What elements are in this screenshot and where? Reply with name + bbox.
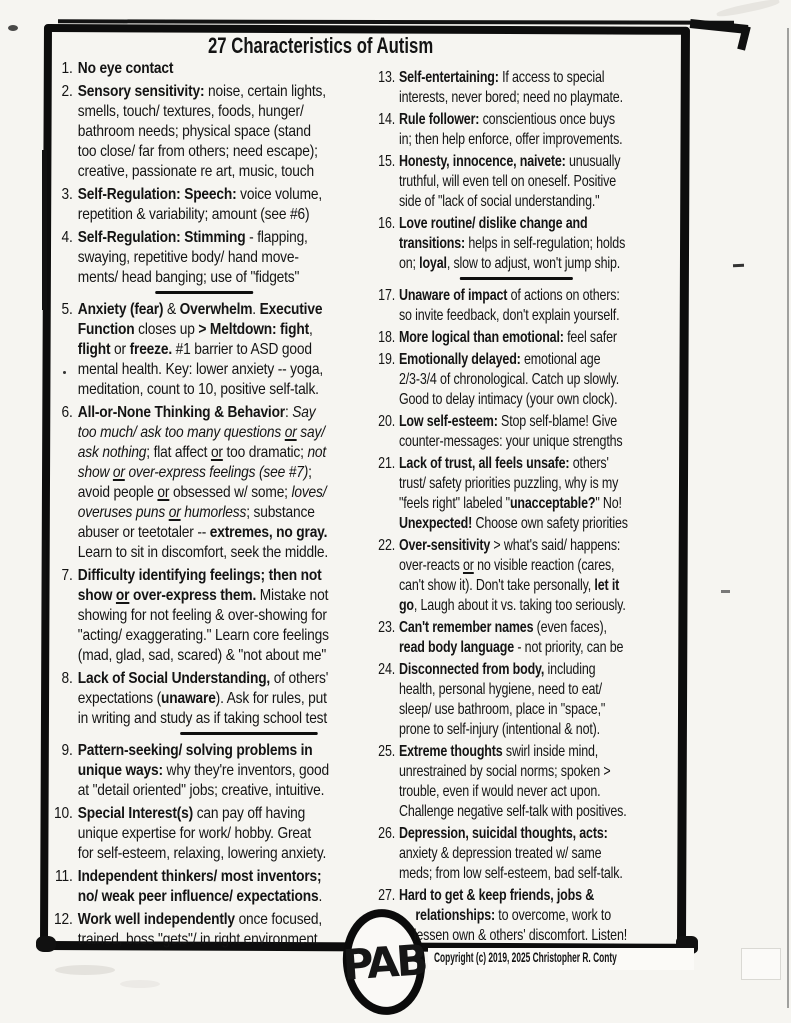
item-text: Self-Regulation: Speech: voice volume, repetition & variability; amount (see #6)	[77, 186, 323, 223]
item-text: No eye contact	[77, 60, 174, 77]
scan-artifact	[787, 28, 789, 1008]
item-number: 7.	[61, 567, 73, 584]
copyright-text: Copyright (c) 2019, 2025 Christopher R. Conty	[434, 950, 617, 965]
section-divider	[180, 732, 318, 735]
item-text: Honesty, innocence, naivete: unusually truthful, will even tell on oneself. Positive side of "lack of social understanding."	[398, 153, 621, 210]
item-text: Sensory sensitivity: noise, certain lights, smells, touch/ textures, foods, hunger/ bathroom needs; physical space (stand too close/ far from others; need escape); creative, passionate re art, music, touch	[77, 83, 326, 180]
scan-artifact	[721, 590, 730, 593]
list-item	[52, 185, 422, 225]
item-number: 15.	[378, 153, 396, 170]
list-item	[52, 867, 422, 907]
item-text: Rule follower: conscientious once buys in; then help enforce, offer improvements.	[398, 111, 623, 148]
item-number: 17.	[378, 287, 396, 304]
scan-artifact	[8, 25, 18, 31]
page-title: 27 Characteristics of Autism	[208, 33, 434, 58]
item-text: Depression, suicidal thoughts, acts: anxiety & depression treated w/ same meds; from low self-esteem, bad self-talk.	[398, 825, 623, 882]
item-number: 24.	[378, 661, 396, 678]
section-divider	[155, 291, 253, 294]
item-number: 5.	[61, 301, 73, 318]
item-text: Low self-esteem: Stop self-blame! Give counter-messages: your unique strengths	[398, 413, 623, 450]
item-number: 6.	[61, 404, 73, 421]
list-item	[374, 742, 702, 822]
item-number: 22.	[378, 537, 396, 554]
list-item	[374, 660, 702, 740]
column-left	[52, 59, 422, 953]
scan-artifact	[42, 540, 46, 620]
list-item	[374, 454, 702, 534]
list-item	[52, 741, 422, 801]
item-number: 19.	[378, 351, 396, 368]
list-item	[52, 669, 422, 729]
list-item	[374, 214, 702, 274]
item-number: 23.	[378, 619, 396, 636]
item-number: 26.	[378, 825, 396, 842]
item-number: 25.	[378, 743, 396, 760]
scan-artifact	[733, 264, 744, 267]
list-item	[374, 412, 702, 452]
item-number: 3.	[61, 186, 73, 203]
list-item	[52, 910, 422, 950]
item-text: Love routine/ dislike change and transitions: helps in self-regulation; holds on; loyal, slow to adjust, won't jump ship.	[398, 215, 626, 272]
item-number: 16.	[378, 215, 396, 232]
list-item	[52, 59, 422, 79]
list-item	[52, 228, 422, 288]
list-item	[52, 82, 422, 182]
list-item	[52, 300, 422, 400]
item-number: 12.	[54, 911, 73, 928]
scan-artifact	[741, 948, 781, 980]
list-item	[374, 886, 702, 946]
item-number: 9.	[61, 742, 73, 759]
section-divider	[460, 277, 573, 280]
scan-artifact	[690, 19, 749, 34]
item-number: 13.	[378, 69, 396, 86]
column-right	[374, 68, 702, 948]
item-number: 27.	[378, 887, 396, 904]
item-number: 10.	[54, 805, 73, 822]
item-number: 1.	[61, 60, 73, 77]
scan-artifact	[120, 980, 160, 988]
item-text: Extreme thoughts swirl inside mind, unrestrained by social norms; spoken > trouble, even if would never act upon. Challenge negative self-talk with positives.	[398, 743, 627, 820]
item-number: 11.	[55, 868, 73, 885]
scan-artifact	[55, 965, 115, 975]
list-item	[374, 350, 702, 410]
item-text: Hard to get & keep friends, jobs & relationships: to overcome, work to lessen own & others' discomfort. Listen!	[398, 887, 628, 944]
item-number: 2.	[61, 83, 73, 100]
list-item	[52, 403, 422, 563]
list-item	[374, 286, 702, 326]
item-number: 21.	[378, 455, 396, 472]
item-text: Lack of Social Understanding, of others' expectations (unaware). Ask for rules, put in writing and study as if taking school test	[77, 670, 329, 727]
scan-artifact	[42, 150, 47, 310]
item-text: Lack of trust, all feels unsafe: others' trust/ safety priorities puzzling, why is my "feels right" labeled "unacceptable?" No! Unexpected! Choose own safety priorities	[398, 455, 628, 532]
item-text: Pattern-seeking/ solving problems in unique ways: why they're inventors, good at "detail oriented" jobs; creative, intuitive.	[77, 742, 329, 799]
list-item	[52, 566, 422, 666]
item-text: Emotionally delayed: emotional age 2/3-3/4 of chronological. Catch up slowly. Good to delay intimacy (your own clock).	[398, 351, 620, 408]
list-item	[52, 804, 422, 864]
item-number: 4.	[61, 229, 73, 246]
item-text: Independent thinkers/ most inventors; no/ weak peer influence/ expectations.	[77, 868, 323, 905]
item-number: 20.	[378, 413, 396, 430]
item-text: Anxiety (fear) & Overwhelm. Executive Function closes up > Meltdown: fight, flight or freeze. #1 barrier to ASD good mental health. Key: lower anxiety -- yoga, meditation, count to 10, positive self-talk.	[77, 301, 323, 398]
item-text: Work well independently once focused, trained, boss "gets"/ in right environment	[77, 911, 323, 948]
list-item	[374, 68, 702, 108]
list-item	[374, 110, 702, 150]
list-item	[374, 536, 702, 616]
item-text: Over-sensitivity > what's said/ happens: over-reacts or no visible reaction (cares, can't show it). Don't take personally, let it go, Laugh about it vs. taking too seriously.	[398, 537, 626, 614]
list-item	[374, 152, 702, 212]
stamp-letters: PAB	[341, 935, 427, 990]
scan-artifact	[716, 0, 780, 19]
item-text: Unaware of impact of actions on others: so invite feedback, don't explain yourself.	[398, 287, 620, 324]
item-text: Can't remember names (even faces), read body language - not priority, can be	[398, 619, 624, 656]
item-text: All-or-None Thinking & Behavior: Say too much/ ask too many questions or say/ ask nothing; flat affect or too dramatic; not show or over-express feelings (see #7); avoid people or obsessed w/ some; loves/ overuses puns or humorless; substance abuser or teetotaler -- extremes, no gray. Learn to sit in discomfort, seek the middle.	[77, 404, 328, 561]
item-text: Difficulty identifying feelings; then not show or over-express them. Mistake not showing for not feeling & over-showing for "acting/ exaggerating." Learn core feelings (mad, glad, sad, scared) & "not about me"	[77, 567, 329, 664]
item-number: 8.	[61, 670, 73, 687]
item-text: Self-entertaining: If access to special interests, never bored; need no playmate.	[398, 69, 623, 106]
list-item	[374, 328, 702, 348]
item-text: More logical than emotional: feel safer	[398, 329, 617, 346]
list-item	[374, 824, 702, 884]
item-text: Special Interest(s) can pay off having unique expertise for work/ hobby. Great for self-esteem, relaxing, lowering anxiety.	[77, 805, 327, 862]
item-number: 18.	[378, 329, 396, 346]
item-number: 14.	[378, 111, 396, 128]
item-text: Disconnected from body, including health, personal hygiene, need to eat/ sleep/ use bathroom, place in "space," prone to self-injury (intentional & not).	[398, 661, 606, 738]
item-text: Self-Regulation: Stimming - flapping, swaying, repetitive body/ hand move- ments/ head banging; use of "fidgets"	[77, 229, 308, 286]
list-item	[374, 618, 702, 658]
